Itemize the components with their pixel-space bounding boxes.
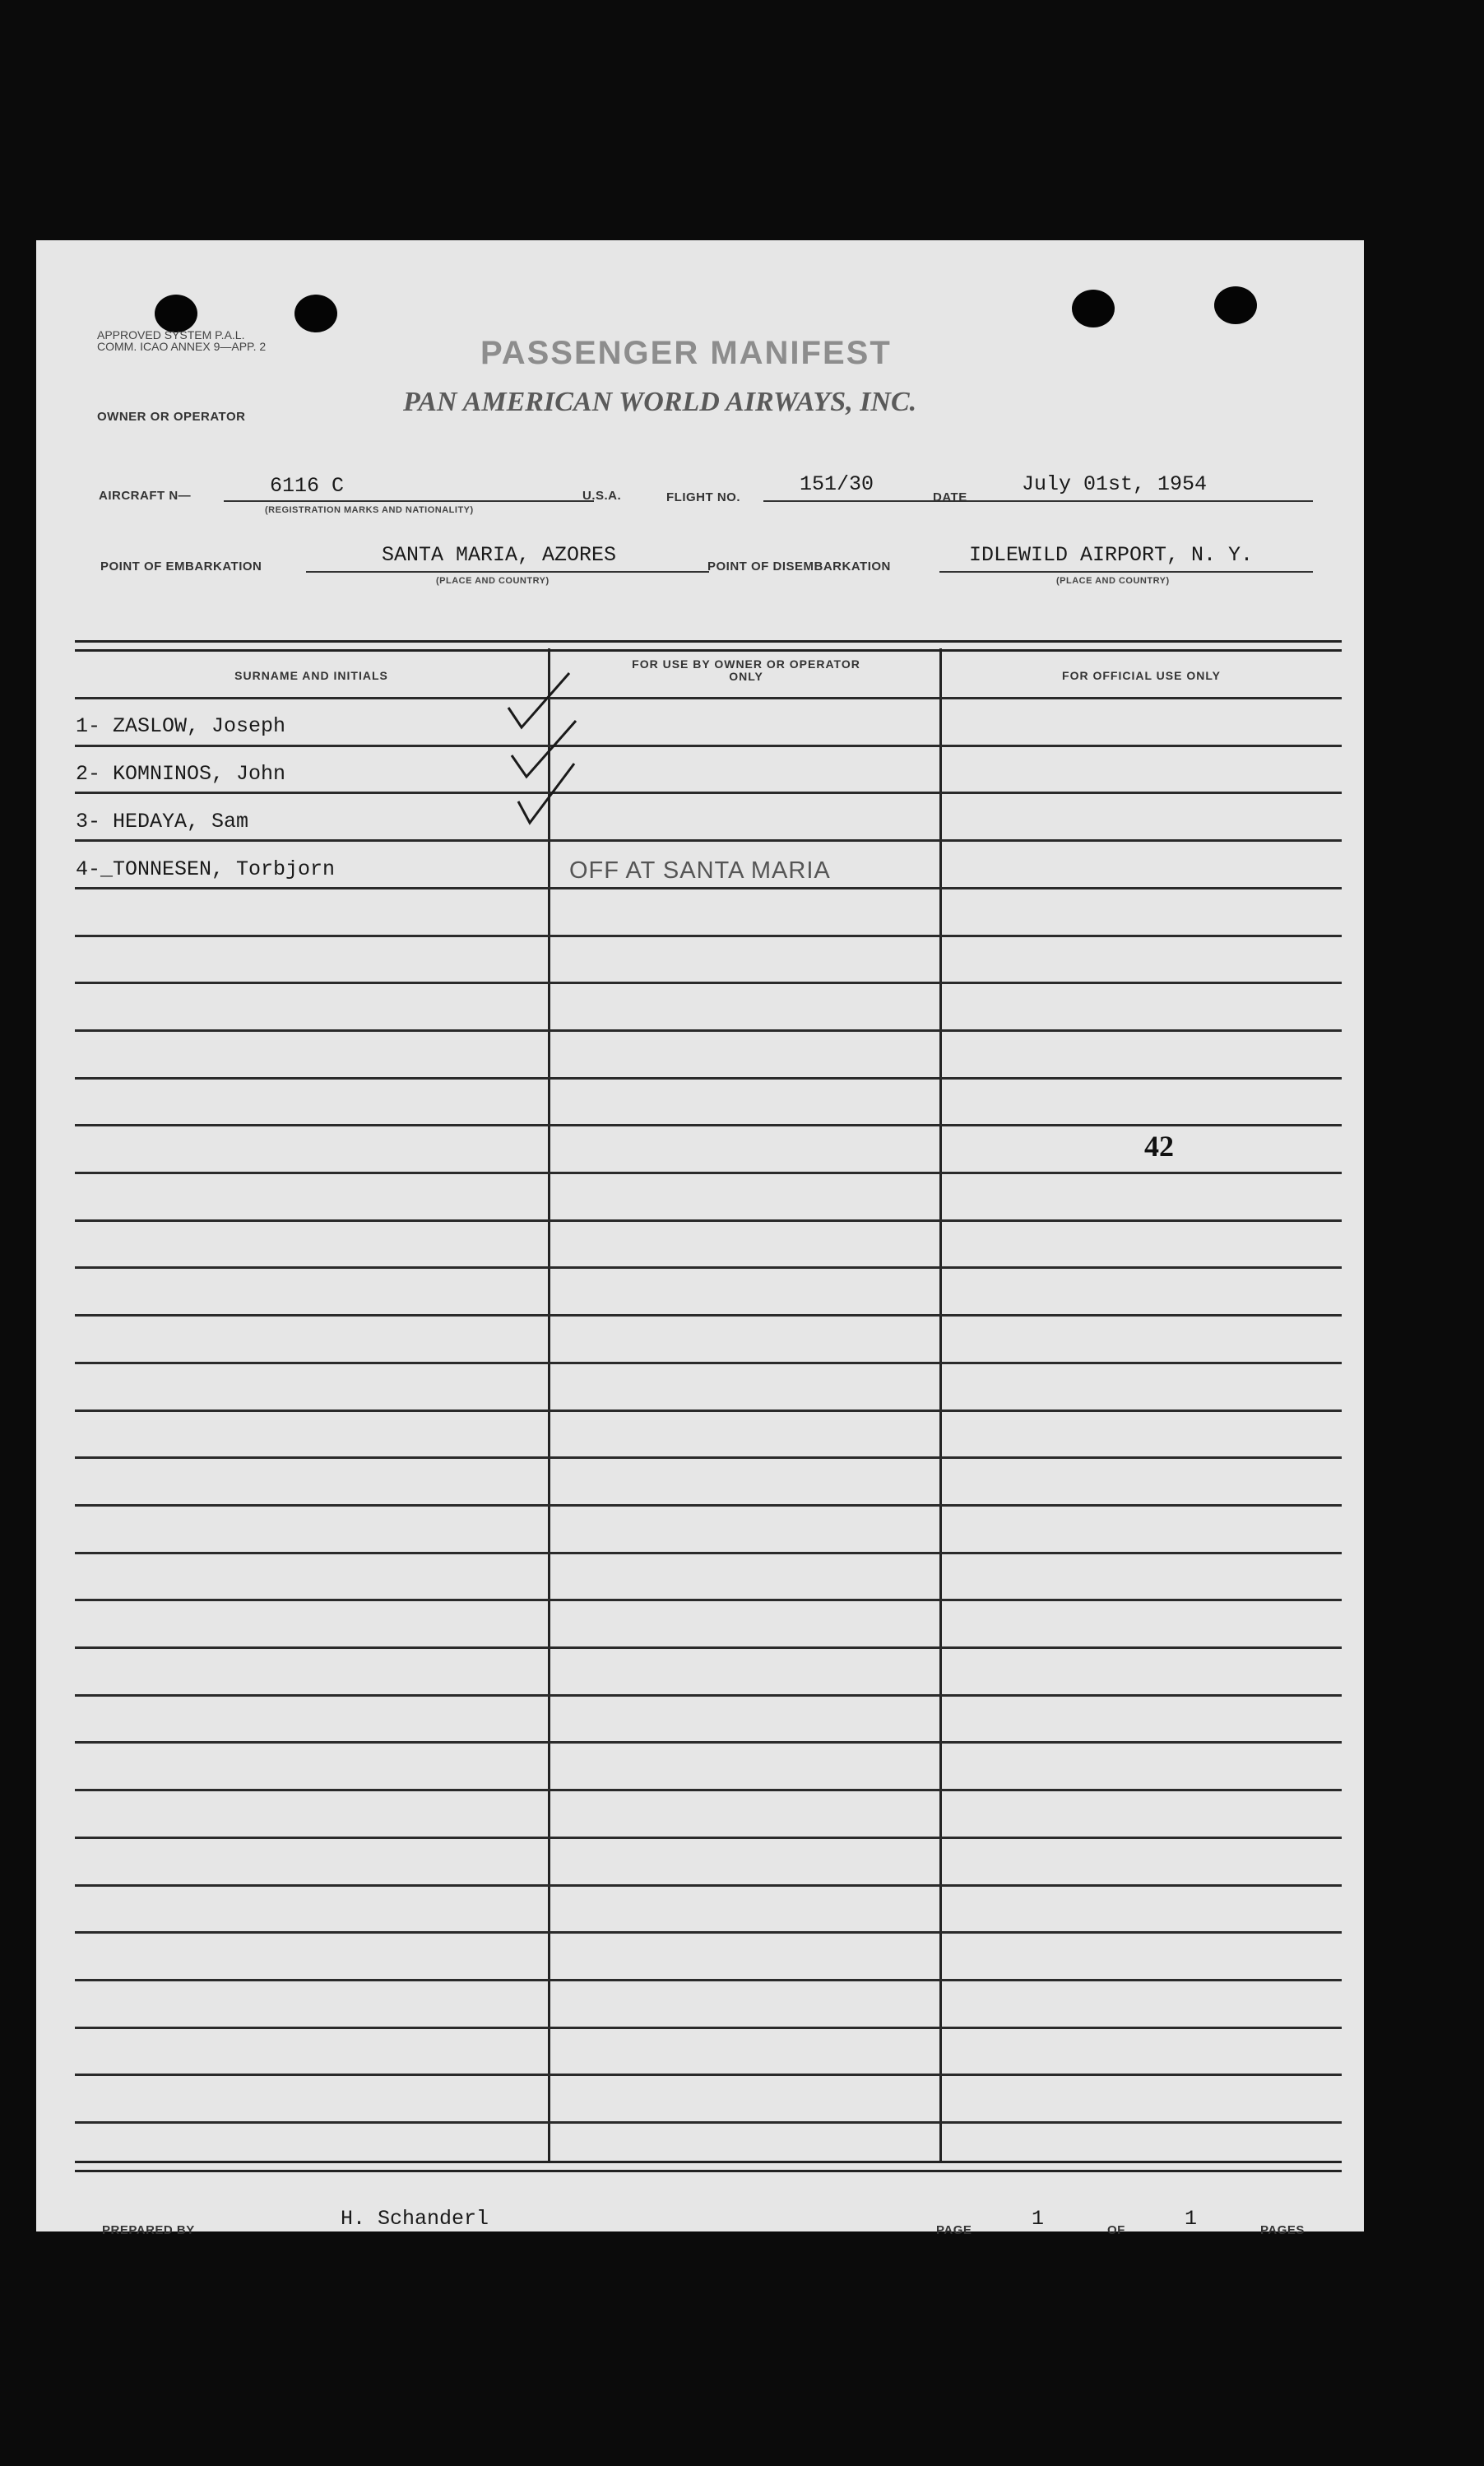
surname-header: SURNAME AND INITIALS (234, 669, 388, 682)
row-line (75, 792, 1342, 794)
row-line (75, 1362, 1342, 1364)
aircraft-label: AIRCRAFT N— (99, 489, 192, 503)
table-top-rule (75, 640, 1342, 652)
row-line (75, 697, 1342, 699)
embarkation-underline (306, 571, 709, 573)
row-line (75, 982, 1342, 984)
column-divider (939, 648, 942, 2161)
aircraft-underline (224, 500, 594, 502)
row-line (75, 2121, 1342, 2124)
row-line (75, 1266, 1342, 1269)
page-value: 1 (1032, 2207, 1045, 2231)
passenger-entry: 3- HEDAYA, Sam (76, 810, 249, 834)
passenger-entry: 4-_TONNESEN, Torbjorn (76, 857, 336, 881)
row-line (75, 2074, 1342, 2076)
flight-value: 151/30 (800, 472, 874, 496)
airline-name: PAN AMERICAN WORLD AIRWAYS, INC. (403, 387, 917, 417)
row-line (75, 745, 1342, 747)
column-divider (548, 648, 550, 2161)
date-value: July 01st, 1954 (1022, 472, 1208, 496)
row-line (75, 1789, 1342, 1791)
check-mark-icon (507, 754, 589, 828)
punch-hole (1214, 286, 1257, 324)
manifest-sheet (36, 240, 1364, 2237)
row-line (75, 1979, 1342, 1981)
official-note: 42 (1144, 1130, 1174, 1163)
embarkation-value: SANTA MARIA, AZORES (382, 543, 617, 567)
aircraft-sub: (REGISTRATION MARKS AND NATIONALITY) (265, 505, 474, 515)
row-line (75, 1456, 1342, 1459)
row-line (75, 839, 1342, 842)
row-line (75, 935, 1342, 937)
punch-hole (294, 295, 337, 332)
row-line (75, 1884, 1342, 1887)
row-line (75, 1552, 1342, 1554)
date-underline (972, 500, 1313, 502)
row-line (75, 1314, 1342, 1317)
embarkation-label: POINT OF EMBARKATION (100, 560, 262, 574)
usa-label: U.S.A. (582, 489, 622, 503)
row-line (75, 1219, 1342, 1222)
row-line (75, 1409, 1342, 1412)
passenger-entry: 1- ZASLOW, Joseph (76, 714, 286, 738)
date-label: DATE (933, 490, 967, 504)
owner-label: OWNER OR OPERATOR (97, 410, 246, 424)
prepared-by-label: PREPARED BY (102, 2223, 195, 2237)
row-line (75, 1931, 1342, 1934)
prepared-by-value: H. Schanderl (341, 2207, 489, 2231)
punch-hole (155, 295, 197, 332)
passenger-entry: 2- KOMNINOS, John (76, 762, 286, 786)
flight-label: FLIGHT NO. (666, 490, 740, 504)
row-line (75, 1172, 1342, 1174)
row-line (75, 1599, 1342, 1601)
approval-note: APPROVED SYSTEM P.A.L. COMM. ICAO ANNEX 9—APP. 2 (97, 328, 267, 353)
row-line (75, 1124, 1342, 1126)
row-line (75, 1646, 1342, 1649)
pages-label: PAGES (1260, 2223, 1305, 2237)
disembarkation-label: POINT OF DISEMBARKATION (707, 560, 891, 574)
disembarkation-underline (939, 571, 1313, 573)
of-label: OF (1107, 2223, 1125, 2237)
row-line (75, 1504, 1342, 1507)
row-line (75, 2027, 1342, 2029)
row-line (75, 887, 1342, 889)
disembarkation-sub: (PLACE AND COUNTRY) (1056, 576, 1170, 586)
punch-hole (1072, 290, 1115, 327)
row-line (75, 1741, 1342, 1744)
embarkation-sub: (PLACE AND COUNTRY) (436, 576, 550, 586)
row-line (75, 1029, 1342, 1032)
of-value: 1 (1185, 2207, 1198, 2231)
aircraft-value: 6116 C (270, 474, 345, 498)
row-line (75, 1694, 1342, 1697)
official-use-header: FOR OFFICIAL USE ONLY (1062, 669, 1221, 682)
page-label: PAGE (936, 2223, 972, 2237)
table-bottom-rule (75, 2161, 1342, 2172)
row-line (75, 1837, 1342, 1839)
disembarkation-value: IDLEWILD AIRPORT, N. Y. (969, 543, 1254, 567)
form-title: PASSENGER MANIFEST (480, 335, 892, 371)
off-at-stamp: OFF AT SANTA MARIA (569, 857, 831, 884)
owner-use-header: FOR USE BY OWNER OR OPERATOR ONLY (632, 657, 860, 683)
row-line (75, 1077, 1342, 1080)
